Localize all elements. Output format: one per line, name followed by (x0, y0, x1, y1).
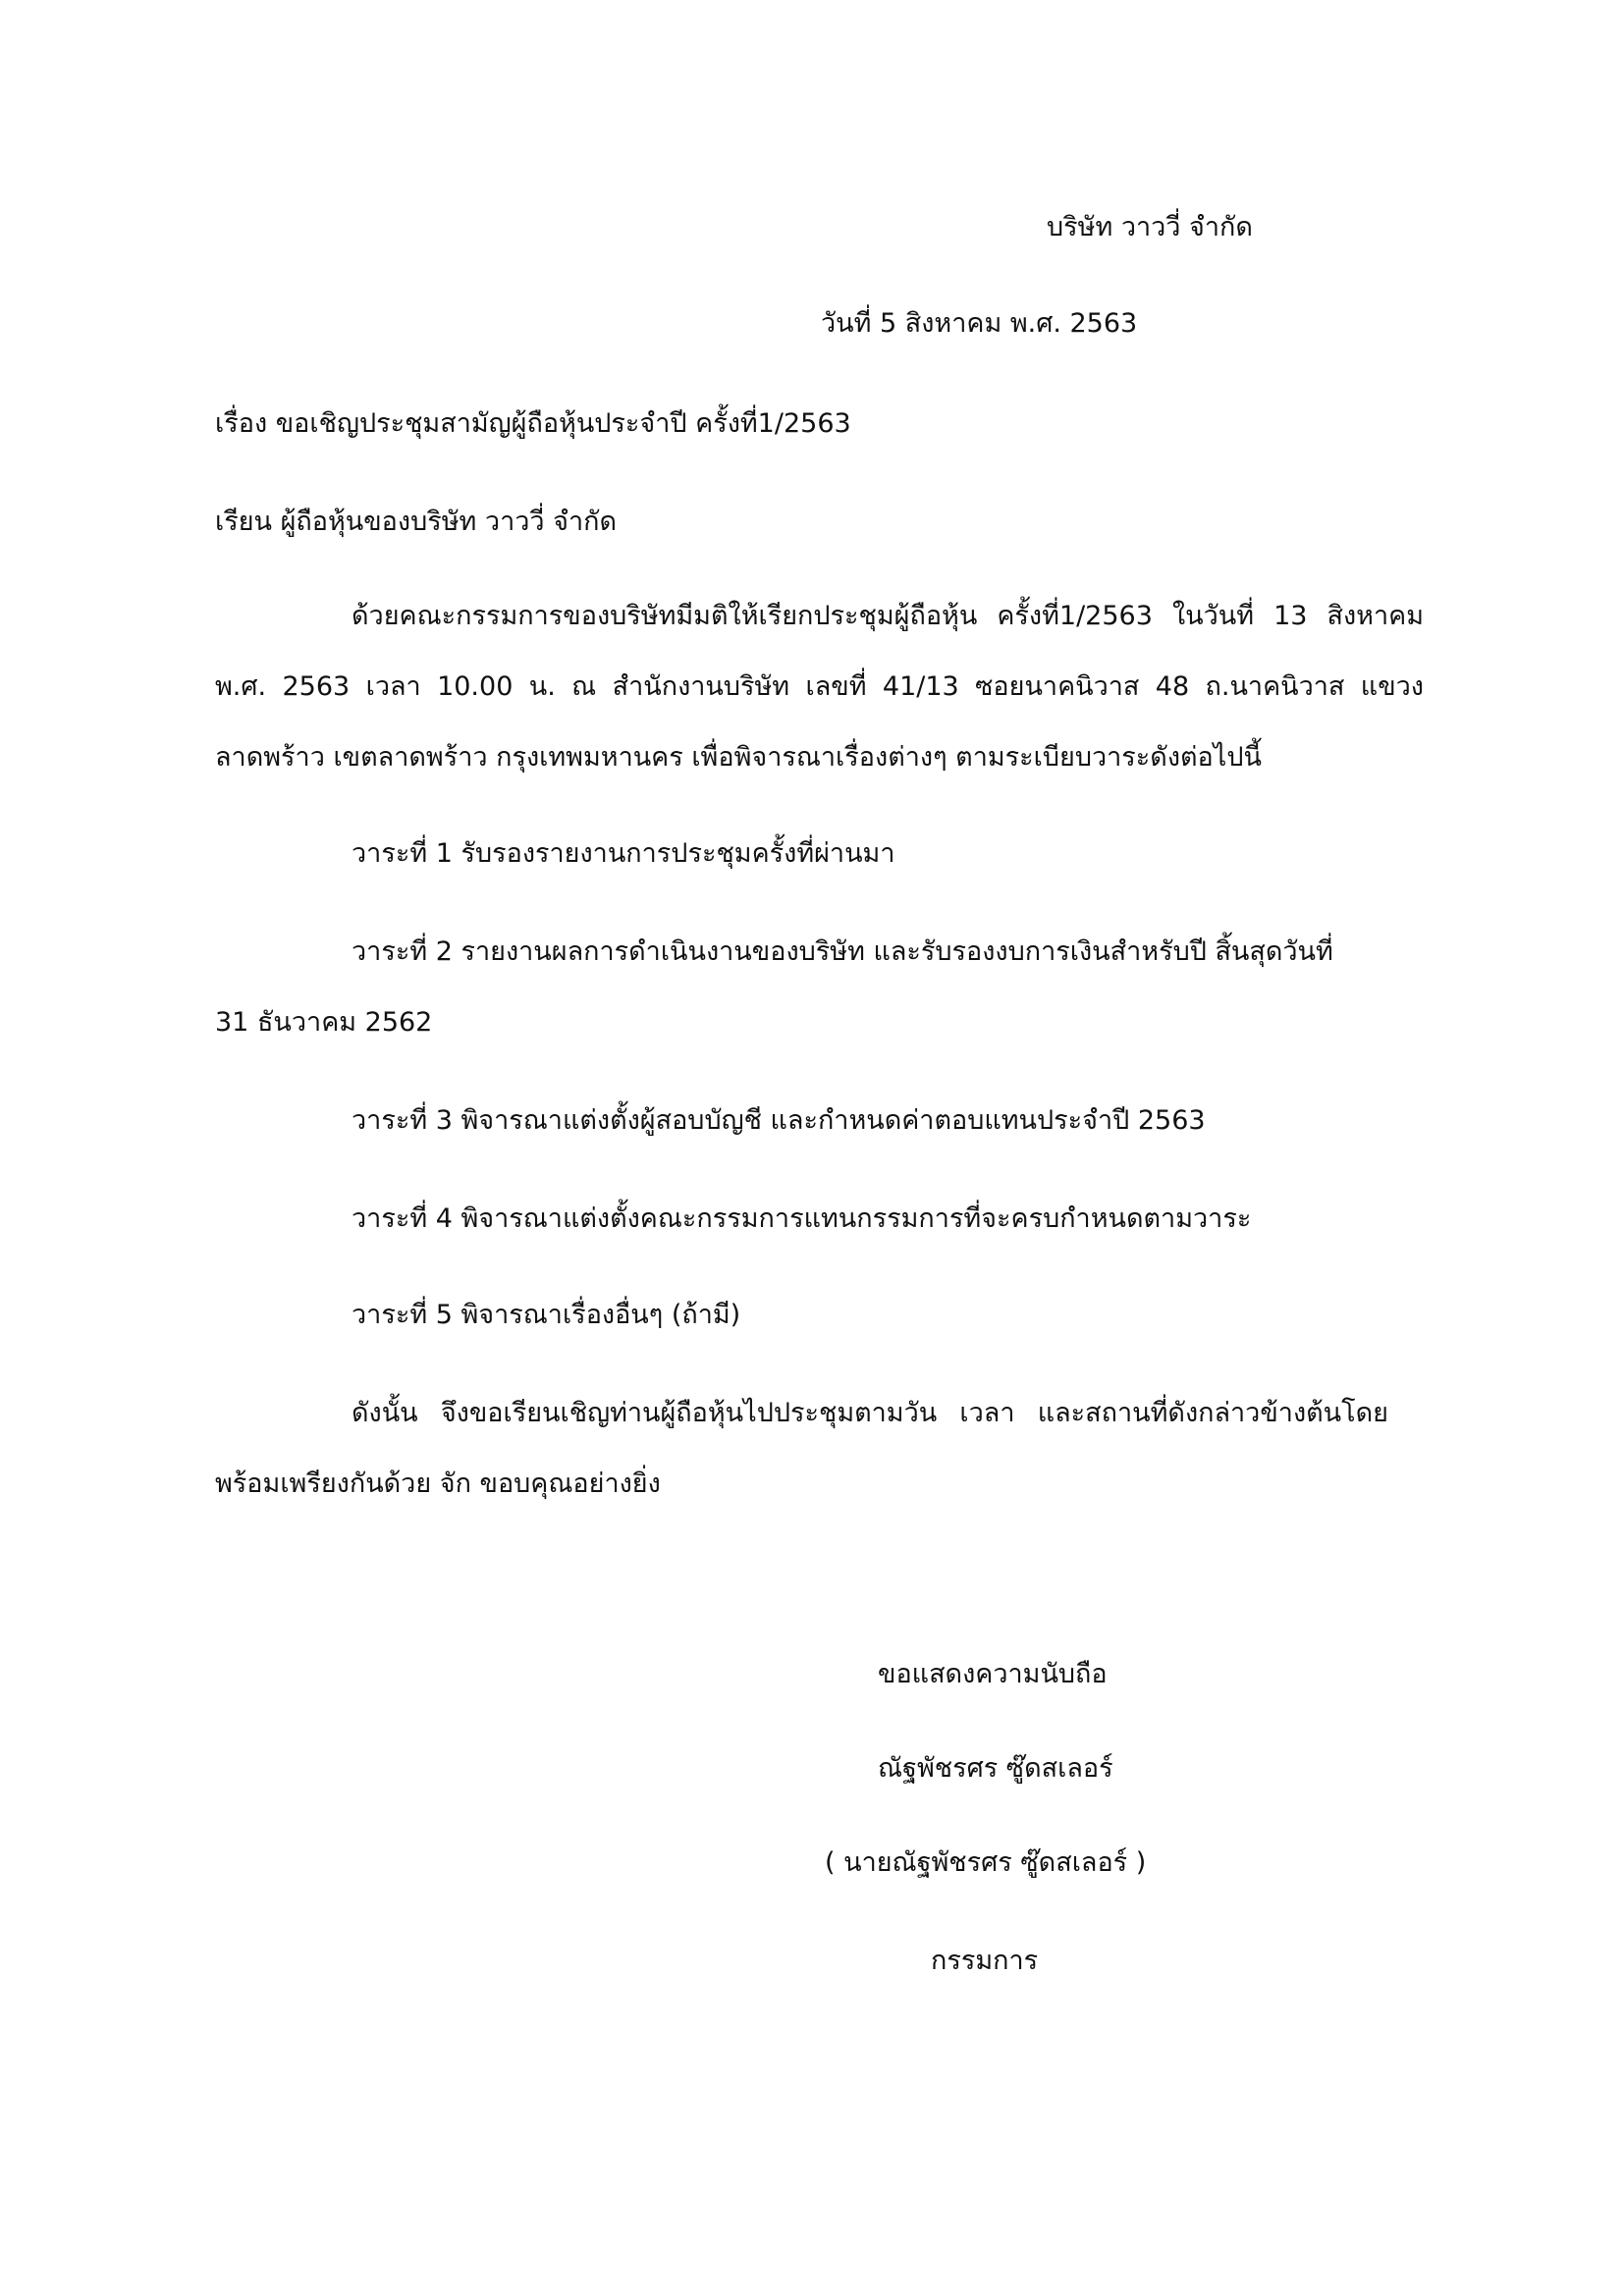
intro-line-3: ลาดพร้าว เขตลาดพร้าว กรุงเทพมหานคร เพื่อพิจารณาเรื่องต่างๆ ตามระเบียบวาระดังต่อไปนี้ (215, 742, 1262, 773)
intro-line-2: พ.ศ. 2563 เวลา 10.00 น. ณ สำนักงานบริษัท เลขที่ 41/13 ซอยนาคนิวาส 48 ถ.นาคนิวาส แขวง (215, 671, 1424, 702)
signature-printed-name: ( นายณัฐพัชรศร ซู๊ดสเลอร์ ) (825, 1847, 1147, 1878)
agenda-item-1: วาระที่ 1 รับรองรายงานการประชุมครั้งที่ผ่านมา (352, 838, 895, 869)
letter-subject: เรื่อง ขอเชิญประชุมสามัญผู้ถือหุ้นประจำปี ครั้งที่1/2563 (215, 408, 851, 439)
agenda-item-4: วาระที่ 4 พิจารณาแต่งตั้งคณะกรรมการแทนกรรมการที่จะครบกำหนดตามวาระ (352, 1203, 1252, 1234)
closing-line-1: ดังนั้น จึงขอเรียนเชิญท่านผู้ถือหุ้นไปประชุมตามวัน เวลา และสถานที่ดังกล่าวข้างต้นโดย (352, 1398, 1388, 1428)
letter-recipient: เรียน ผู้ถือหุ้นของบริษัท วาววี่ จำกัด (215, 507, 617, 537)
agenda-item-5: วาระที่ 5 พิจารณาเรื่องอื่นๆ (ถ้ามี) (352, 1300, 741, 1330)
signature-signed-name: ณัฐพัชรศร ซู๊ดสเลอร์ (878, 1753, 1113, 1784)
intro-line-1: ด้วยคณะกรรมการของบริษัทมีมติให้เรียกประชุมผู้ถือหุ้น ครั้งที่1/2563 ในวันที่ 13 สิงหาคม (352, 601, 1424, 631)
agenda-item-2-line-2: 31 ธันวาคม 2562 (215, 1007, 433, 1038)
signature-salutation: ขอแสดงความนับถือ (878, 1659, 1108, 1689)
signature-position: กรรมการ (931, 1946, 1039, 1976)
closing-line-2: พร้อมเพรียงกันด้วย จัก ขอบคุณอย่างยิ่ง (215, 1468, 661, 1499)
agenda-item-2-line-1: วาระที่ 2 รายงานผลการดำเนินงานของบริษัท และรับรองงบการเงินสำหรับปี สิ้นสุดวันที่ (352, 936, 1333, 967)
agenda-item-3: วาระที่ 3 พิจารณาแต่งตั้งผู้สอบบัญชี และกำหนดค่าตอบแทนประจำปี 2563 (352, 1105, 1206, 1136)
company-header: บริษัท วาววี่ จำกัด (1047, 212, 1253, 242)
letter-date: วันที่ 5 สิงหาคม พ.ศ. 2563 (821, 308, 1138, 339)
